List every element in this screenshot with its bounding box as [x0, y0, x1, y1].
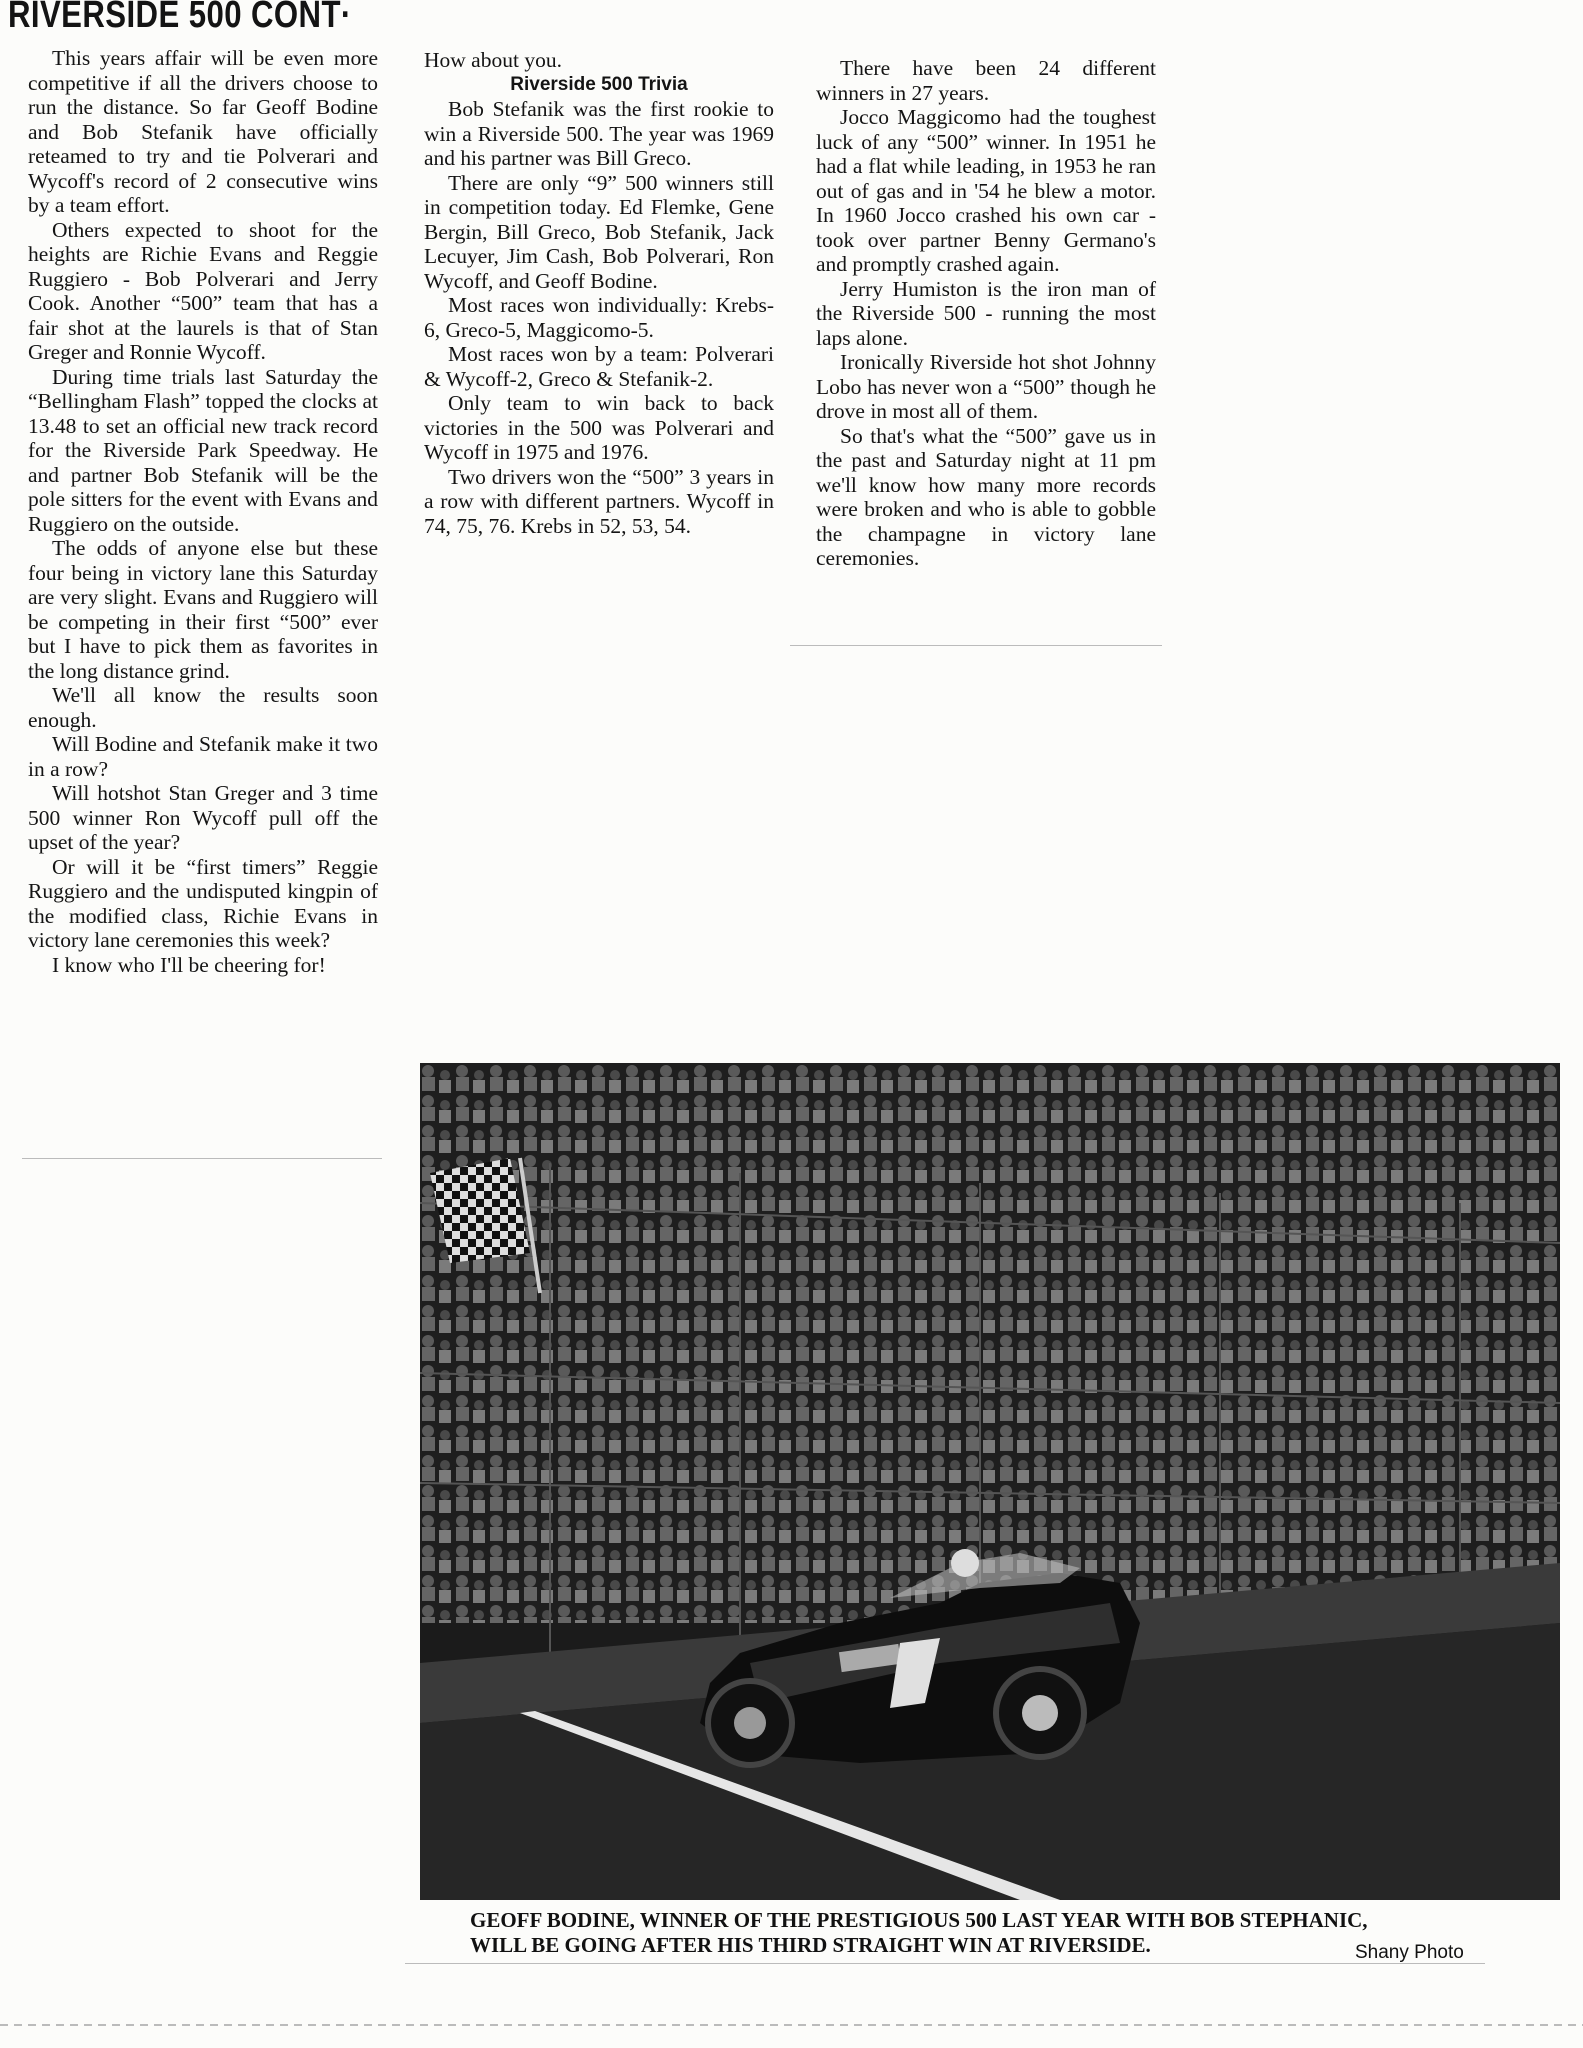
- right-column: [816, 56, 1156, 571]
- paragraph: Jerry Humiston is the iron man of the Riverside 500 - running the most laps alone.: [816, 276, 1156, 350]
- paragraph: There have been 24 different winners in 27 years.: [816, 56, 1156, 105]
- lead-line: How about you.: [424, 48, 562, 72]
- paragraph: Bob Stefanik was the first rookie to win a Riverside 500. The year was 1969 and his partner was Bill Greco.: [424, 97, 774, 170]
- paragraph: Most races won by a team: Polverari & Wycoff-2, Greco & Stefanik-2.: [424, 342, 774, 391]
- race-car-photo-illustration: [420, 1063, 1560, 1900]
- paragraph: Jocco Maggicomo had the toughest luck of any “500” winner. In 1951 he had a flat while leading, in 1953 he ran out of gas and in '54 he blew a motor. In 1960 Jocco crashed his own car - took over partner Benny Germano's and promptly crashed again.: [816, 105, 1156, 276]
- middle-column: [424, 48, 774, 538]
- right-column-rule: [790, 645, 1162, 646]
- paragraph: During time trials last Saturday the “Bellingham Flash” topped the clocks at 13.48 to set an official new track record for the Riverside Park Speedway. He and partner Bob Stefanik will be the pole sitters for the event with Evans and Ruggiero on the outside.: [28, 364, 378, 536]
- race-car-photo: [420, 1063, 1560, 1900]
- caption-rule: [405, 1963, 1485, 1964]
- paragraph: Will Bodine and Stefanik make it two in a row?: [28, 732, 378, 781]
- paragraph: Most races won individually: Krebs-6, Greco-5, Maggicomo-5.: [424, 293, 774, 342]
- caption-line: GEOFF BODINE, WINNER OF THE PRESTIGIOUS 500 LAST YEAR WITH BOB STEPHANIC,: [470, 1908, 1368, 1932]
- paragraph: Ironically Riverside hot shot Johnny Lobo has never won a “500” though he drove in most all of them.: [816, 350, 1156, 423]
- paragraph: So that's what the “500” gave us in the past and Saturday night at 11 pm we'll know how many more records were broken and who is able to gobble the champagne in victory lane ceremonies.: [816, 423, 1156, 570]
- paragraph: Others expected to shoot for the heights are Richie Evans and Reggie Ruggiero - Bob Polverari and Jerry Cook. Another “500” team that has a fair shot at the laurels is that of Stan Greger and Ronnie Wycoff.: [28, 217, 378, 364]
- headline: RIVERSIDE 500 CONT·: [8, 0, 352, 36]
- trivia-subhead: Riverside 500 Trivia: [510, 73, 688, 95]
- paragraph: Only team to win back to back victories in the 500 was Polverari and Wycoff in 1975 and 1976.: [424, 391, 774, 464]
- paragraph: The odds of anyone else but these four being in victory lane this Saturday are very slight. Evans and Ruggiero will be competing in their first “500” ever but I have to pick them as favorites in the long distance grind.: [28, 536, 378, 683]
- paragraph: There are only “9” 500 winners still in competition today. Ed Flemke, Gene Bergin, Bill Greco, Bob Stefanik, Jack Lecuyer, Jim Cash, Bob Polverari, Ron Wycoff, and Geoff Bodine.: [424, 170, 774, 293]
- paragraph: Will hotshot Stan Greger and 3 time 500 winner Ron Wycoff pull off the upset of the year?: [28, 781, 378, 854]
- photo-caption: [470, 1908, 1510, 1958]
- paragraph: Two drivers won the “500” 3 years in a row with different partners. Wycoff in 74, 75, 76. Krebs in 52, 53, 54.: [424, 464, 774, 538]
- left-column-rule: [22, 1158, 382, 1159]
- paragraph: I know who I'll be cheering for!: [52, 952, 326, 977]
- caption-line: WILL BE GOING AFTER HIS THIRD STRAIGHT WIN AT RIVERSIDE.: [470, 1933, 1151, 1957]
- left-column: [28, 46, 378, 977]
- paragraph: We'll all know the results soon enough.: [28, 683, 378, 732]
- page-bottom-rule: [0, 2024, 1583, 2026]
- photo-credit: Shany Photo: [1355, 1942, 1464, 1963]
- paragraph: This years affair will be even more competitive if all the drivers choose to run the distance. So far Geoff Bodine and Bob Stefanik have officially reteamed to try and tie Polverari and Wycoff's record of 2 consecutive wins by a team effort.: [28, 46, 378, 217]
- paragraph: Or will it be “first timers” Reggie Ruggiero and the undisputed kingpin of the modified class, Richie Evans in victory lane ceremonies this week?: [28, 854, 378, 952]
